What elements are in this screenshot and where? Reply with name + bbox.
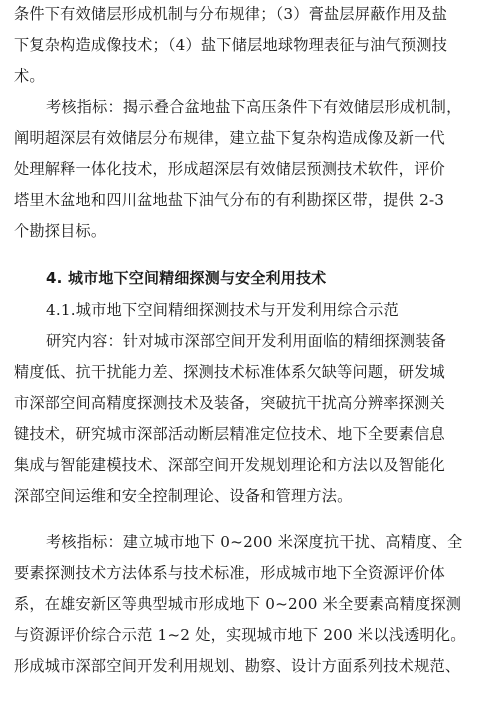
text-line-12: 精度低、抗干扰能力差、探测技术标准体系欠缺等问题，研发城	[14, 363, 445, 381]
text-line-15: 集成与智能建模技术、深部空间开发规划理论和方法以及智能化	[14, 456, 445, 474]
text-line-19: 系，在雄安新区等典型城市形成地下 0~200 米全要素高精度探测	[14, 595, 462, 613]
text-line-3: 术。	[14, 67, 45, 85]
text-line-2: 下复杂构造成像技术；（4）盐下储层地球物理表征与油气预测技	[14, 36, 448, 54]
text-line-11: 研究内容：针对城市深部空间开发利用面临的精细探测装备	[46, 332, 447, 350]
text-line-7: 塔里木盆地和四川盆地盐下油气分布的有利勘探区带，提供 2-3	[14, 191, 445, 209]
text-line-6: 处理解释一体化技术，形成超深层有效储层预测技术软件，评价	[14, 160, 445, 178]
text-line-21: 形成城市深部空间开发利用规划、勘察、设计方面系列技术规范、	[14, 657, 461, 675]
text-line-16: 深部空间运维和安全控制理论、设备和管理方法。	[14, 487, 353, 505]
text-line-18: 要素探测技术方法体系与技术标准，形成城市地下全资源评价体	[14, 564, 445, 582]
section-heading: 4. 城市地下空间精细探测与安全利用技术	[46, 269, 327, 287]
text-line-5: 阐明超深层有效储层分布规律，建立盐下复杂构造成像及新一代	[14, 129, 445, 147]
text-line-1: 条件下有效储层形成机制与分布规律；（3）膏盐层屏蔽作用及盐	[14, 5, 448, 23]
text-line-8: 个勘探目标。	[14, 222, 107, 240]
text-line-20: 与资源评价综合示范 1~2 处，实现城市地下 200 米以浅透明化。	[14, 626, 466, 644]
text-line-14: 键技术，研究城市深部活动断层精准定位技术、地下全要素信息	[14, 425, 445, 443]
text-line-17: 考核指标：建立城市地下 0~200 米深度抗干扰、高精度、全	[46, 533, 463, 551]
subsection-heading: 4.1.城市地下空间精细探测技术与开发利用综合示范	[46, 301, 399, 319]
text-line-13: 市深部空间高精度探测技术及装备，突破抗干扰高分辨率探测关	[14, 394, 445, 412]
text-line-4: 考核指标：揭示叠合盆地盐下高压条件下有效储层形成机制，	[46, 98, 462, 116]
